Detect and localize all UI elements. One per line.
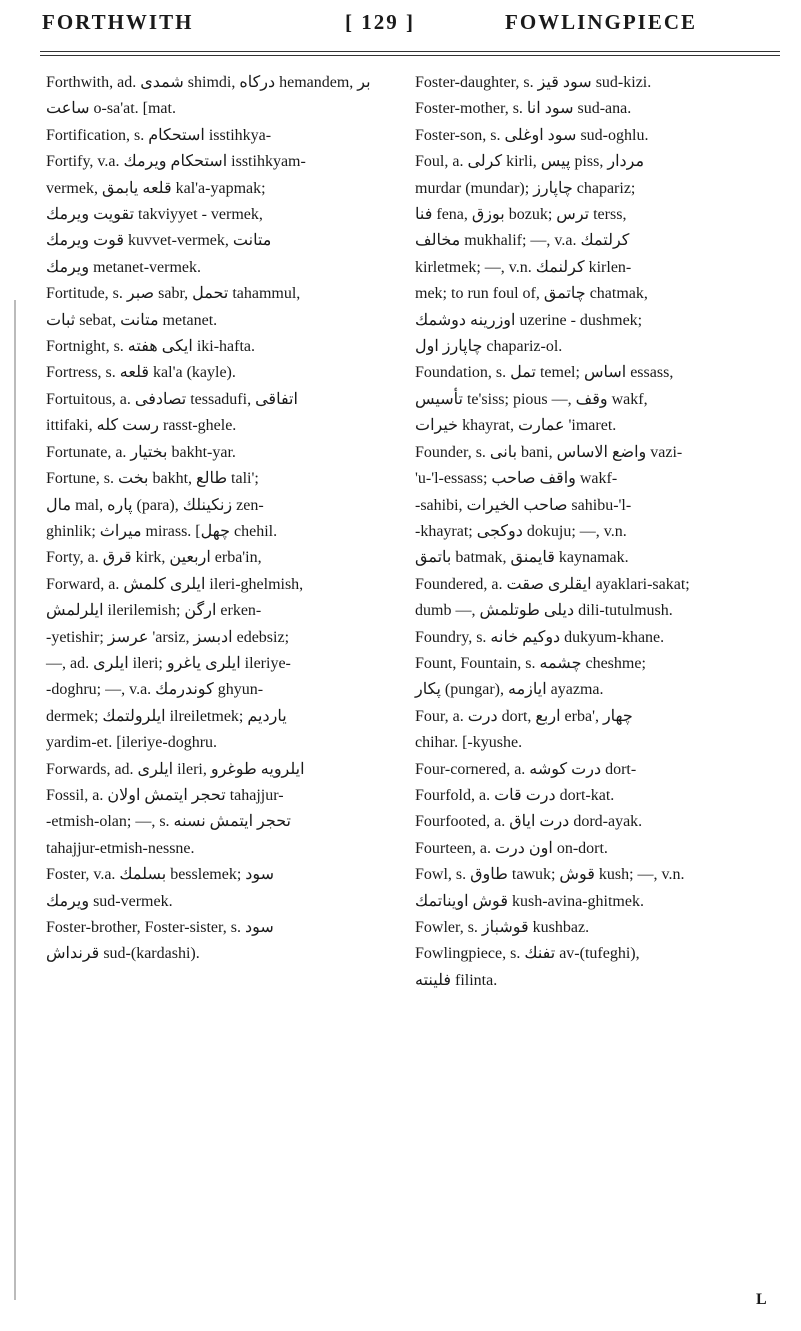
dictionary-line: قرنداش sud-(kardashi). [46,945,200,963]
dictionary-line: dermek; ايلرولتمك ilreiletmek; يارديم [46,707,287,725]
dictionary-line: چاپارز اول chapariz-ol. [415,338,563,356]
dictionary-line: Four-cornered, a. درت كوشه dort- [415,760,637,778]
dictionary-line: -khayrat; دوكجى dokuju; —, v.n. [415,522,627,540]
dictionary-line: Foundered, a. ايقلرى صقت ayaklari-sakat; [415,575,690,593]
dictionary-line: مخالف mukhalif; —, v.a. كرلتمك [415,232,630,250]
dictionary-line: yardim-et. [ileriye-doghru. [46,734,218,752]
dictionary-line: Fourfooted, a. درت اياق dord-ayak. [415,813,643,831]
dictionary-line: -etmish-olan; —, s. تحجر ايتمش نسنه [46,813,291,831]
dictionary-line: Fortuitous, a. تصادفى tessadufi, اتفاقى [46,390,298,408]
dictionary-line: chihar. [-kyushe. [415,734,523,752]
dictionary-line: Forwards, ad. ايلرى ileri, ايلرويه طوغرو [46,760,305,778]
running-header [0,10,801,50]
dictionary-line: ايلرلمش ilerilemish; ارگن erken- [46,602,262,620]
dictionary-line: Foster-daughter, s. سود قيز sud-kizi. [415,74,652,91]
header-right-word: FOWLINGPIECE [505,10,698,34]
dictionary-line: تقويت ويرمك takviyyet - vermek, [46,206,263,224]
dictionary-line: پكار (pungar), ايازمه ayazma. [415,681,604,699]
dictionary-line: tahajjur-etmish-nessne. [46,839,195,857]
dictionary-line: Foster-son, s. سود اوغلى sud-oghlu. [415,126,649,144]
dictionary-line: Foundry, s. دوكيم خانه dukyum-khane. [415,628,665,646]
dictionary-line: -yetishir; عرسز 'arsiz, ادبسز edebsiz; [46,628,290,646]
dictionary-line: ويرمك metanet-vermek. [46,258,202,276]
dictionary-line: Forward, a. ايلرى كلمش ileri-ghelmish, [46,575,304,593]
dictionary-line: Fowl, s. طاوق tawuk; قوش kush; —, v.n. [415,866,685,884]
dictionary-line: فنا fena, بوزق bozuk; ترس terss, [415,206,627,224]
dictionary-line: Foster-brother, Foster-sister, s. سود [46,919,274,936]
dictionary-line: Founder, s. بانى bani, واضع الاساس vazi- [415,443,683,461]
header-left-word: FORTHWITH [42,10,194,34]
dictionary-line: مال mal, پاره (para), زنكينلك zen- [46,496,264,514]
right-column [415,70,785,994]
left-column [46,70,416,968]
signature-mark: L [756,1291,767,1308]
dictionary-line: قوش اويناتمك kush-avina-ghitmek. [415,892,644,910]
dictionary-line: اوزرينه دوشمك uzerine - dushmek; [415,311,643,329]
dictionary-line: murdar (mundar); چاپارز chapariz; [415,179,636,197]
dictionary-line: Four, a. درت dort, اربع erba', چهار [415,707,633,725]
dictionary-line: Fortify, v.a. استحكام ويرمك isstihkyam- [46,153,306,171]
dictionary-line: dumb —, ديلى طوتلمش dili-tutulmush. [415,602,673,620]
dictionary-line: Fortitude, s. صبر sabr, تحمل tahammul, [46,285,301,303]
dictionary-line: Fount, Fountain, s. چشمه cheshme; [415,654,646,672]
dictionary-line: Foster, v.a. بسلمك besslemek; سود [46,866,275,884]
dictionary-line: Fowlingpiece, s. تفنك av-(tufeghi), [415,945,640,963]
dictionary-line: Fortunate, a. بختيار bakht-yar. [46,443,236,461]
dictionary-line: Foster-mother, s. سود انا sud-ana. [415,100,632,118]
dictionary-line: خيرات khayrat, عمارت 'imaret. [415,417,617,435]
dictionary-line: Forty, a. قرق kirk, اربعين erba'in, [46,549,262,567]
dictionary-line: —, ad. ايلرى ileri; ايلرى ياغرو ileriye- [46,654,291,672]
dictionary-line: Fortune, s. بخت bakht, طالع tali'; [46,470,259,488]
dictionary-line: Fourfold, a. درت قات dort-kat. [415,786,615,804]
page-number: [ 129 ] [345,10,415,34]
dictionary-line: -sahibi, صاحب الخيرات sahibu-'l- [415,496,632,514]
header-rule-thick [40,51,780,52]
dictionary-line: Fortification, s. استحكام isstihkya- [46,126,272,144]
dictionary-line: Fortress, s. قلعه kal'a (kayle). [46,364,236,382]
dictionary-line: vermek, قلعه يابمق kal'a-yapmak; [46,179,266,197]
dictionary-line: Fossil, a. تحجر ايتمش اولان tahajjur- [46,786,284,804]
dictionary-line: kirletmek; —, v.n. كرلنمك kirlen- [415,258,632,276]
dictionary-line: فلينته filinta. [415,971,498,989]
dictionary-line: Foul, a. كرلى kirli, پيس piss, مردار [415,153,645,171]
page-fold-mark [14,300,16,1300]
dictionary-line: تأسيس te'siss; pious —, وقف wakf, [415,390,648,408]
dictionary-line: -doghru; —, v.a. كوندرمك ghyun- [46,681,264,699]
dictionary-line: Foundation, s. تمل temel; اساس essass, [415,364,674,382]
header-rule-thin [40,55,780,56]
dictionary-line: ghinlik; ميراث mirass. [چهل chehil. [46,522,278,540]
dictionary-line: ثبات sebat, متانت metanet. [46,311,218,329]
dictionary-line: Fowler, s. قوشباز kushbaz. [415,919,590,936]
dictionary-line: قوت ويرمك kuvvet-vermek, متانت [46,232,272,250]
dictionary-line: Forthwith, ad. شمدى shimdi, دركاه hemandem, بر ساعت o-sa'at. [mat. [46,74,371,118]
dictionary-line: Fortnight, s. ايكى هفته iki-hafta. [46,338,256,356]
dictionary-line: Fourteen, a. اون درت on-dort. [415,839,608,857]
dictionary-line: 'u-'l-essass; واقف صاحب wakf- [415,470,618,488]
dictionary-line: ittifaki, رست كله rasst-ghele. [46,417,237,435]
dictionary-line: ويرمك sud-vermek. [46,892,173,910]
dictionary-line: باتمق batmak, قايمنق kaynamak. [415,549,629,567]
dictionary-line: mek; to run foul of, چاتمق chatmak, [415,285,648,303]
